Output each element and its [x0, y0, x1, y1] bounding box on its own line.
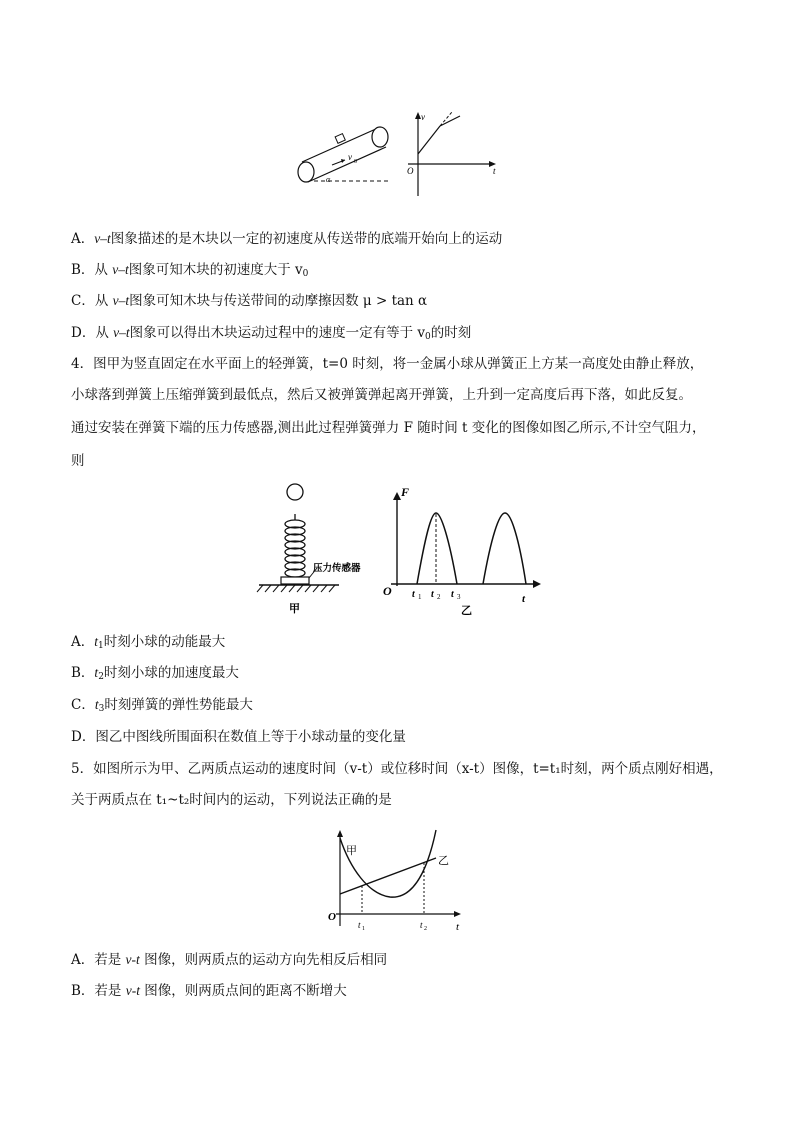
v-axis-label: v [421, 112, 425, 122]
origin-label: O [328, 911, 336, 923]
q4-stem-line-4: 则 [71, 453, 85, 469]
t-axis-label: t [456, 921, 460, 933]
belt-diagram [298, 127, 390, 184]
svg-text:3: 3 [457, 593, 461, 601]
conveyor-belt-figure [290, 110, 510, 196]
two-particle-figure [318, 828, 468, 938]
t2-label: t [431, 589, 434, 600]
q4-option-b: B．$t_2$时刻小球的加速度最大 [71, 665, 239, 682]
q5-stem-line-2: 关于两质点在 t₁~t₂时间内的运动，下列说法正确的是 [71, 792, 392, 808]
label-jia: 甲 [346, 845, 357, 857]
sensor-label: 压力传感器 [313, 564, 361, 574]
label-yi: 乙 [461, 605, 472, 617]
t1-label: t [358, 920, 361, 930]
line-yi [340, 858, 436, 894]
q4-option-c: C．$t_3$时刻弹簧的弹性势能最大 [71, 697, 253, 714]
label-yi: 乙 [438, 855, 449, 867]
t1-label: t [412, 589, 415, 600]
q4-stem-line-2: 小球落到弹簧上压缩弹簧到最低点，然后又被弹簧弹起离开弹簧，上升到一定高度后再下落，如此反复。 [71, 387, 692, 403]
t3-label: t [451, 589, 454, 600]
spring-figure [255, 478, 545, 618]
q4-stem-line-3: 通过安装在弹簧下端的压力传感器,测出此过程弹簧弹力 F 随时间 t 变化的图像如图乙所示,不计空气阻力， [71, 420, 706, 436]
belt-speed-label: v [348, 152, 352, 162]
t2-label: t [420, 920, 423, 930]
label-jia: 甲 [289, 603, 300, 615]
svg-text:2: 2 [424, 926, 427, 932]
spring-diagram [257, 484, 361, 615]
origin-label: O [383, 584, 392, 598]
f-t-graph [383, 485, 541, 617]
svg-text:1: 1 [362, 926, 365, 932]
q5-stem-line-1: 5．如图所示为甲、乙两质点运动的速度时间（v-t）或位移时间（x-t）图像，t=t₁时刻，两个质点刚好相遇， [71, 761, 723, 777]
q4-option-a: A．$t_1$时刻小球的动能最大 [71, 634, 226, 651]
f-axis-label: F [401, 485, 410, 499]
svg-text:1: 1 [418, 593, 422, 601]
t-axis-label: t [522, 593, 526, 605]
q3-option-b: B．从 v–t图象可知木块的初速度大于 $v_0$ [71, 262, 309, 279]
vt-graph [407, 112, 496, 196]
q4-stem-line-1: 4．图甲为竖直固定在水平面上的轻弹簧，t=0 时刻，将一金属小球从弹簧正上方某一高度处由静止释放， [71, 356, 704, 372]
q5-option-a: A．若是 v-t 图像，则两质点的运动方向先相反后相同 [71, 952, 388, 968]
q3-option-d: D．从 v–t图象可以得出木块运动过程中的速度一定有等于 $v_0$的时刻 [71, 325, 472, 342]
q3-option-a: A．v–t图象描述的是木块以一定的初速度从传送带的底端开始向上的运动 [71, 231, 503, 247]
q5-option-b: B．若是 v-t 图像，则两质点间的距离不断增大 [71, 983, 347, 999]
svg-text:0: 0 [354, 159, 357, 165]
svg-text:2: 2 [437, 593, 441, 601]
q4-option-d: D．图乙中图线所围面积在数值上等于小球动量的变化量 [71, 729, 406, 745]
angle-label: α [326, 175, 331, 184]
q3-option-c: C．从 v–t图象可知木块与传送带间的动摩擦因数 μ > tan α [71, 293, 428, 309]
origin-label: O [407, 166, 414, 176]
t-axis-label: t [493, 166, 496, 176]
